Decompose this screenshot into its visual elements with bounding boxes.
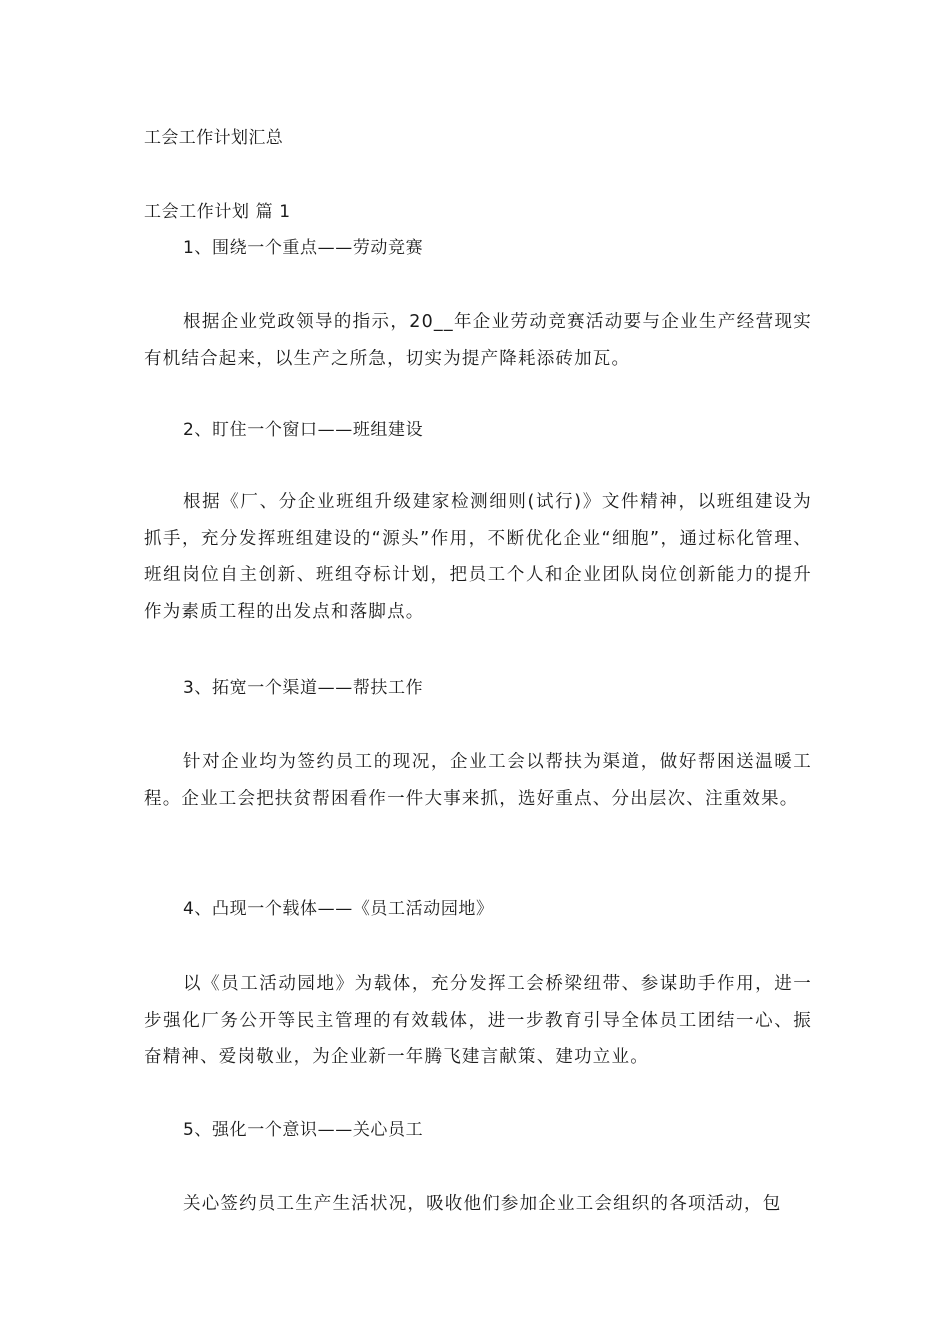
item-body-4: 以《员工活动园地》为载体，充分发挥工会桥梁纽带、参谋助手作用，进一步强化厂务公开等民主管理的有效载体，进一步教育引导全体员工团结一心、振奋精神、爱岗敬业，为企业新一年腾飞建言献策、建功立业。 — [144, 974, 812, 1067]
item-body-5: 关心签约员工生产生活状况，吸收他们参加企业工会组织的各项活动，包 — [183, 1194, 782, 1214]
item-body-3: 针对企业均为签约员工的现况，企业工会以帮扶为渠道，做好帮困送温暖工程。企业工会把扶贫帮困看作一件大事来抓，选好重点、分出层次、注重效果。 — [144, 752, 812, 809]
item-heading-1: 1、围绕一个重点——劳动竞赛 — [183, 238, 424, 258]
section-heading: 工会工作计划 篇 1 — [144, 202, 291, 222]
document-title: 工会工作计划汇总 — [144, 128, 284, 148]
item-heading-5: 5、强化一个意识——关心员工 — [183, 1120, 424, 1140]
item-heading-2: 2、盯住一个窗口——班组建设 — [183, 420, 424, 440]
item-body-1: 根据企业党政领导的指示，20__年企业劳动竞赛活动要与企业生产经营现实有机结合起来，以生产之所急，切实为提产降耗添砖加瓦。 — [144, 312, 812, 369]
item-body-2: 根据《厂、分企业班组升级建家检测细则(试行)》文件精神，以班组建设为抓手，充分发挥班组建设的“源头”作用，不断优化企业“细胞”，通过标化管理、班组岗位自主创新、班组夺标计划，把员工个人和企业团队岗位创新能力的提升作为素质工程的出发点和落脚点。 — [144, 492, 812, 622]
item-heading-4: 4、凸现一个载体——《员工活动园地》 — [183, 899, 494, 919]
item-heading-3: 3、拓宽一个渠道——帮扶工作 — [183, 678, 424, 698]
